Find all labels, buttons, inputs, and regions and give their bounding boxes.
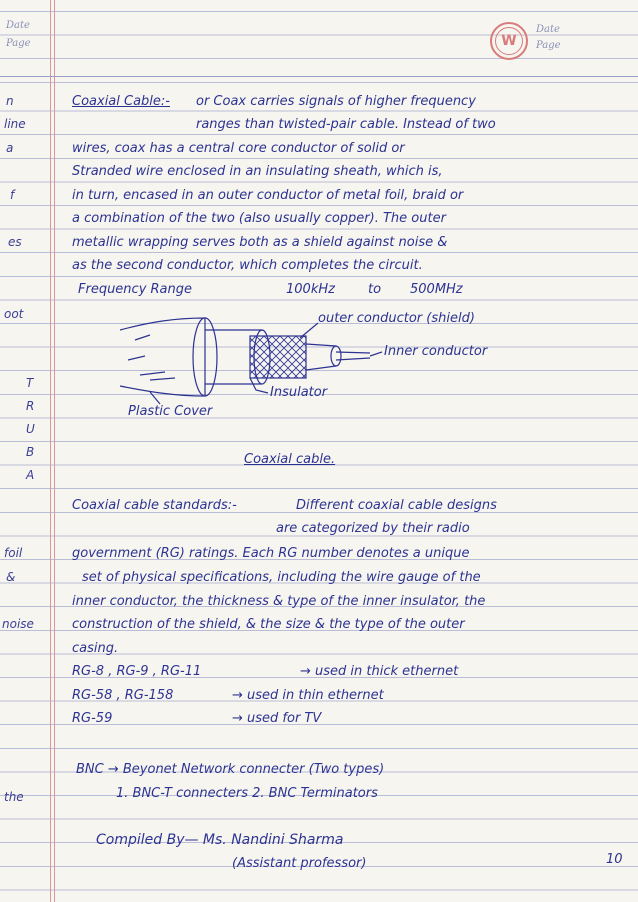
margin-note: n bbox=[6, 94, 14, 108]
text-line: Stranded wire enclosed in an insulating sheath, which is, bbox=[72, 164, 443, 179]
braid-shield bbox=[250, 336, 306, 378]
logo-letter: W bbox=[501, 33, 517, 49]
text-line: ranges than twisted-pair cable. Instead of two bbox=[196, 117, 496, 132]
margin-note: the bbox=[4, 790, 24, 804]
rg-code: RG-58 , RG-158 bbox=[72, 688, 174, 703]
text-line: construction of the shield, & the size & the type of the outer bbox=[72, 617, 465, 632]
margin-note: foil bbox=[4, 546, 23, 560]
margin-note: R bbox=[26, 399, 35, 413]
text-line: a combination of the two (also usually copper). The outer bbox=[72, 211, 446, 226]
bnc-types: 1. BNC-T connecters 2. BNC Terminators bbox=[116, 786, 378, 801]
text-line: metallic wrapping serves both as a shield against noise & bbox=[72, 235, 448, 250]
frequency-to: 500MHz bbox=[410, 282, 463, 297]
insulator-leader bbox=[250, 378, 268, 393]
dielectric-end bbox=[331, 346, 341, 366]
rg-use: → used in thin ethernet bbox=[232, 688, 384, 703]
inner-conductor-leader bbox=[370, 352, 382, 356]
margin-note: noise bbox=[2, 617, 34, 631]
text-line: or Coax carries signals of higher frequency bbox=[196, 94, 476, 109]
text-line: in turn, encased in an outer conductor of metal foil, braid or bbox=[72, 188, 464, 203]
date-label-left: Date bbox=[6, 20, 30, 31]
margin-note: line bbox=[4, 117, 26, 131]
heading-cable-standards: Coaxial cable standards:- bbox=[72, 498, 237, 513]
label-insulator: Insulator bbox=[270, 385, 328, 400]
bnc-line: BNC → Beyonet Network connecter (Two types) bbox=[76, 762, 385, 777]
text-line: are categorized by their radio bbox=[276, 521, 470, 536]
margin-note: oot bbox=[4, 307, 24, 321]
page-label-right: Page bbox=[536, 40, 561, 51]
label-outer-conductor: outer conductor (shield) bbox=[318, 311, 475, 326]
margin-note: B bbox=[26, 445, 35, 459]
compiled-by: Compiled By— Ms. Nandini Sharma bbox=[96, 832, 344, 848]
page-number: 10 bbox=[606, 852, 623, 867]
text-line: wires, coax has a central core conductor of solid or bbox=[72, 141, 405, 156]
margin-note: a bbox=[6, 141, 14, 155]
margin-note: es bbox=[8, 235, 22, 249]
text-line: government (RG) ratings. Each RG number denotes a unique bbox=[72, 546, 470, 561]
frequency-from: 100kHz bbox=[286, 282, 335, 297]
label-plastic-cover: Plastic Cover bbox=[128, 404, 213, 419]
margin-note: f bbox=[10, 188, 15, 202]
text-line: inner conductor, the thickness & type of the inner insulator, the bbox=[72, 594, 486, 609]
plastic-cover-shape bbox=[120, 318, 205, 396]
margin-note: & bbox=[6, 570, 16, 584]
margin-note: T bbox=[26, 376, 34, 390]
frequency-to-word: to bbox=[368, 282, 382, 297]
text-line: as the second conductor, which completes the circuit. bbox=[72, 258, 423, 273]
date-label-right: Date bbox=[536, 24, 560, 35]
heading-coaxial-cable: Coaxial Cable:- bbox=[72, 94, 170, 109]
outer-conductor-leader bbox=[300, 323, 318, 338]
text-line: set of physical specifications, including the wire gauge of the bbox=[82, 570, 481, 585]
diagram-caption: Coaxial cable. bbox=[244, 452, 336, 467]
margin-note: U bbox=[26, 422, 35, 436]
text-line: casing. bbox=[72, 641, 119, 656]
plastic-cover-leader bbox=[150, 392, 160, 404]
frequency-label: Frequency Range bbox=[78, 282, 193, 297]
page-label-left: Page bbox=[6, 38, 31, 49]
text-line: Different coaxial cable designs bbox=[296, 498, 497, 513]
margin-note: A bbox=[26, 468, 35, 482]
label-inner-conductor: Inner conductor bbox=[384, 344, 488, 359]
author-role: (Assistant professor) bbox=[232, 856, 367, 871]
rg-use: → used in thick ethernet bbox=[300, 664, 459, 679]
rg-code: RG-59 bbox=[72, 711, 113, 726]
rg-code: RG-8 , RG-9 , RG-11 bbox=[72, 664, 202, 679]
rg-use: → used for TV bbox=[232, 711, 322, 726]
cover-hatch bbox=[128, 335, 175, 380]
